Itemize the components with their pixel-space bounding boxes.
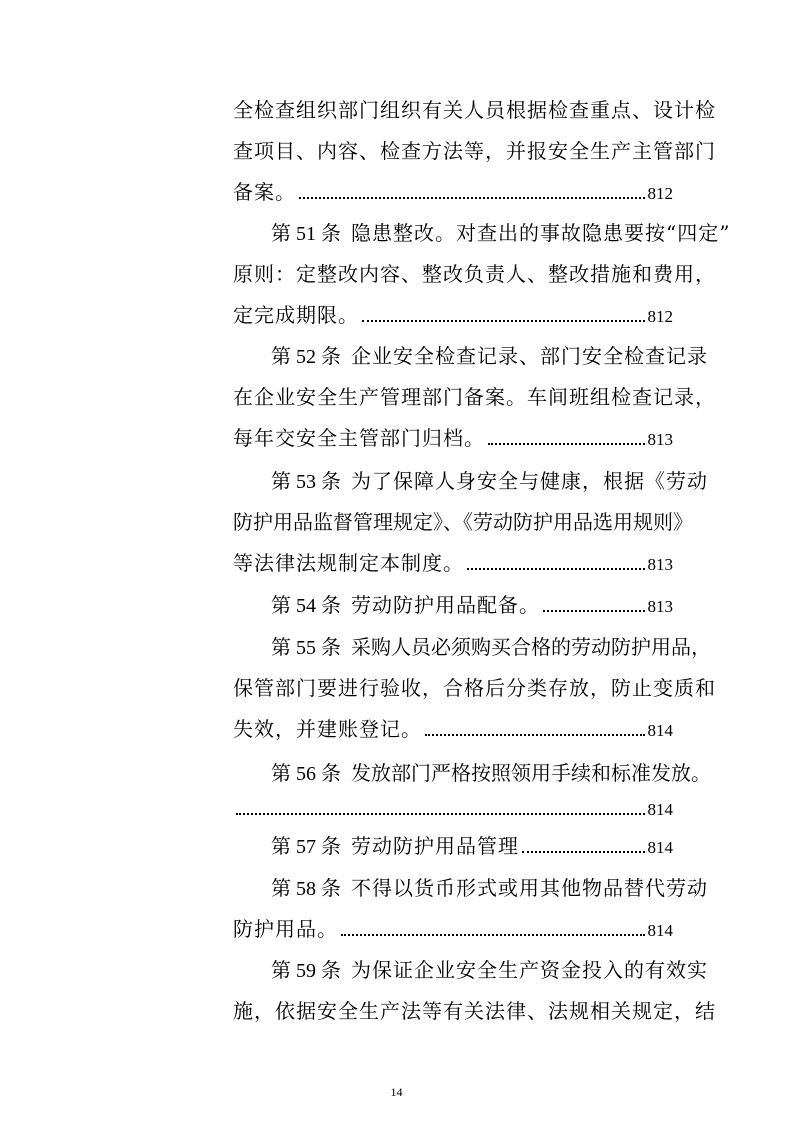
- dot-leader: [299, 197, 645, 199]
- page-ref: 814: [647, 800, 673, 819]
- article-line: 第 51 条 隐患整改。对查出的事故隐患要按“四定”: [271, 221, 731, 245]
- dot-leader: [425, 734, 645, 736]
- dot-leader: [543, 610, 645, 612]
- text-line: 全检查组织部门组织有关人员根据检查重点、设计检: [233, 98, 716, 122]
- article-label: 第 59 条: [271, 960, 341, 982]
- page-ref: 813: [647, 555, 673, 574]
- article-label: 第 58 条: [271, 878, 341, 900]
- article-line: 第 52 条 企业安全检查记录、部门安全检查记录: [271, 344, 708, 368]
- article-label: 第 54 条: [271, 595, 341, 617]
- dot-leader: [341, 934, 645, 936]
- article-label: 第 52 条: [271, 346, 341, 368]
- text-line: 施，依据安全生产法等有关法律、法规相关规定，结: [233, 999, 716, 1023]
- article-label: 第 56 条: [271, 763, 341, 785]
- toc-entry-line[interactable]: 定完成期限。 812: [233, 302, 673, 328]
- dot-leader: [467, 568, 645, 570]
- article-line: 第 56 条 发放部门严格按照领用手续和标准发放。: [271, 761, 711, 785]
- page-ref: 814: [647, 721, 673, 740]
- page-ref: 813: [647, 597, 673, 616]
- article-line: 第 53 条 为了保障人身安全与健康，根据《劳动: [271, 469, 708, 493]
- article-label: 第 57 条: [271, 836, 341, 858]
- toc-entry-line[interactable]: 备案。 812: [233, 179, 673, 205]
- page-ref: 812: [647, 307, 673, 326]
- article-line: 第 59 条 为保证企业安全生产资金投入的有效实: [271, 958, 708, 982]
- toc-entry-line[interactable]: 每年交安全主管部门归档。 813: [233, 425, 673, 451]
- text-line: 查项目、内容、检查方法等，并报安全生产主管部门: [233, 139, 716, 163]
- article-label: 第 51 条: [271, 223, 341, 245]
- toc-entry-line[interactable]: 第 54 条 劳动防护用品配备。 813: [233, 592, 673, 618]
- page-ref: 813: [647, 430, 673, 449]
- dot-leader: [522, 851, 645, 853]
- text-line: 保管部门要进行验收，合格后分类存放，防止变质和: [233, 676, 716, 700]
- toc-entry-line[interactable]: 等法律法规制定本制度。 813: [233, 550, 673, 576]
- toc-entry-line[interactable]: 失效，并建账登记。 814: [233, 716, 673, 742]
- dot-leader: [488, 443, 645, 445]
- page-number: 14: [390, 1085, 403, 1099]
- dot-leader: [236, 813, 645, 815]
- toc-entry-line[interactable]: [233, 797, 673, 823]
- article-line: 第 55 条 采购人员必须购买合格的劳动防护用品，: [271, 635, 711, 659]
- toc-entry-line[interactable]: 第 57 条 劳动防护用品管理 814: [233, 833, 673, 859]
- dot-leader: [362, 320, 645, 322]
- page-ref: 814: [647, 921, 673, 940]
- text-line: 防护用品监督管理规定》、《劳动防护用品选用规则》: [233, 510, 693, 534]
- page-ref: 812: [647, 184, 673, 203]
- text-line: 原则：定整改内容、整改负责人、整改措施和费用，: [233, 262, 716, 286]
- toc-entry-line[interactable]: 防护用品。 814: [233, 916, 673, 942]
- text-line: 在企业安全生产管理部门备案。车间班组检查记录，: [233, 385, 716, 409]
- article-label: 第 55 条: [271, 637, 341, 659]
- article-line: 第 58 条 不得以货币形式或用其他物品替代劳动: [271, 876, 708, 900]
- article-label: 第 53 条: [271, 471, 341, 493]
- page-ref: 814: [647, 838, 673, 857]
